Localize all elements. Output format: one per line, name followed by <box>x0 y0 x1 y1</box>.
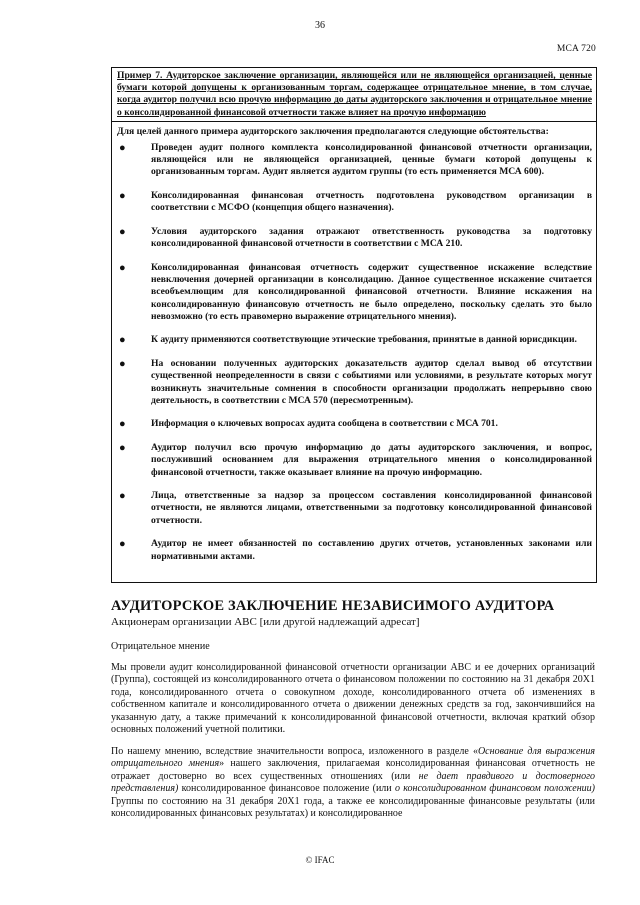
p2-text: Группы по состоянию на 31 декабря 20X1 года, а также ее консолидированные финансовые результаты (или консолидированных финансовых результатах) и консолидированное <box>111 795 595 820</box>
list-item <box>117 490 592 527</box>
bullet-icon: ● <box>119 490 126 503</box>
list-item-text: Консолидированная финансовая отчетность содержит существенное искажение вследствие невключения дочерней организации в консолидацию. Данное существенное искажение считается всеобъемлющим для консолидированной финансовой отчетности. Влияние искажения на консолидированную финансовую отчетность не было определено, поскольку сделать это было невозможно (то есть правомерно выражение отрицательного мнения). <box>151 261 592 322</box>
list-item <box>117 142 592 179</box>
bullet-icon: ● <box>119 261 126 274</box>
list-item <box>117 538 592 562</box>
p2-text: » нашего заключения, прилагаемая консолидированная финансовая отчетность не отражает достоверно во всех существенных отношениях (или <box>111 758 595 782</box>
list-item <box>117 418 592 430</box>
list-item-text: Лица, ответственные за надзор за процессом составления консолидированной финансовой отчетности, не являются лицами, ответственными за подготовку консолидированной финансовой отчетности. <box>151 490 592 526</box>
example-intro: Для целей данного примера аудиторского заключения предполагаются следующие обстоятельства: <box>117 125 549 137</box>
report-addressee: Акционерам организации ABC [или другой надлежащий адресат] <box>111 616 420 628</box>
list-item-text: Проведен аудит полного комплекта консолидированной финансовой отчетности организации, являющейся или не являющейся организацией, ценные бумаги которой допущены к организованным торгам. Аудит является аудитом группы (то есть применяется МСА 600). <box>151 142 592 178</box>
list-item-text: На основании полученных аудиторских доказательств аудитор сделал вывод об отсутствии существенной неопределенности в связи с событиями или условиями, в результате которых могут возникнуть значительные сомнения в способности организации продолжать непрерывно свою деятельность, в соответствии с МСА 570 (пересмотренным). <box>151 358 592 406</box>
paragraph-2 <box>111 746 595 820</box>
p2-italic-alt: не дает правдивого и достоверного представления) <box>111 770 595 795</box>
page-number: 36 <box>315 20 325 31</box>
bullet-icon: ● <box>119 442 126 455</box>
bullet-icon: ● <box>119 538 126 551</box>
example-box <box>111 67 597 583</box>
list-item <box>117 358 592 407</box>
p2-italic-alt: о консолидированном финансовом положении) <box>394 783 595 795</box>
list-item-text: Аудитор не имеет обязанностей по составлению других отчетов, установленных законами или нормативными актами. <box>151 538 592 562</box>
list-item <box>117 442 592 479</box>
report-title: АУДИТОРСКОЕ ЗАКЛЮЧЕНИЕ НЕЗАВИСИМОГО АУДИТОРА <box>111 598 555 614</box>
circumstances-list <box>117 142 592 563</box>
bullet-icon: ● <box>119 226 126 239</box>
list-item-text: К аудиту применяются соответствующие этические требования, принятые в данной юрисдикции. <box>151 334 577 346</box>
divider <box>112 121 596 122</box>
example-title: Пример 7. Аудиторское заключение организации, являющейся или не являющейся организацией, ценные бумаги которой допущены к организованным торгам, содержащее отрицательное мнение, в том случае, когда аудитор получил всю прочую информацию до даты аудиторского заключения и отрицательное мнение о консолидированной финансовой отчетности также влияет на прочую информацию <box>117 70 592 118</box>
standard-reference: MCA 720 <box>556 44 596 54</box>
section-heading: Отрицательное мнение <box>111 641 210 652</box>
p2-italic-section-ref: Основание для выражения отрицательного мнения <box>111 746 595 770</box>
bullet-icon: ● <box>119 334 126 347</box>
bullet-icon: ● <box>119 142 126 155</box>
p2-text: консолидированное финансовое положение (или <box>178 783 395 795</box>
bullet-icon: ● <box>119 190 126 203</box>
list-item <box>117 226 592 250</box>
list-item <box>117 190 592 214</box>
p2-text: По нашему мнению, вследствие значительности вопроса, изложенного в разделе « <box>111 746 478 757</box>
footer-copyright: © IFAC <box>305 855 335 865</box>
bullet-icon: ● <box>119 358 126 371</box>
list-item-text: Консолидированная финансовая отчетность подготовлена руководством организации в соответствии с МСФО (концепция общего назначения). <box>151 190 592 214</box>
bullet-icon: ● <box>119 418 126 431</box>
list-item <box>117 262 592 323</box>
list-item <box>117 334 592 346</box>
list-item-text: Информация о ключевых вопросах аудита сообщена в соответствии с МСА 701. <box>151 418 498 430</box>
list-item-text: Аудитор получил всю прочую информацию до даты аудиторского заключения, и вопрос, послуживший основанием для выражения отрицательного мнения о консолидированной финансовой отчетности, также оказывает влияние на прочую информацию. <box>151 442 592 478</box>
paragraph-1: Мы провели аудит консолидированной финансовой отчетности организации ABC и ее дочерних организаций (Группа), состоящей из консолидированного отчета о финансовом положении по состоянию на 31 декабря 20X1 года, консолидированного отчета о совокупном доходе, консолидированного отчета об изменениях в собственном капитале и консолидированного отчета о движении денежных средств за год, закончившийся на указанную дату, а также примечаний к консолидированной финансовой отчетности, включая краткий обзор основных положений учетной политики. <box>111 662 595 736</box>
list-item-text: Условия аудиторского задания отражают ответственность руководства за подготовку консолидированной финансовой отчетности в соответствии с МСА 210. <box>151 226 592 250</box>
